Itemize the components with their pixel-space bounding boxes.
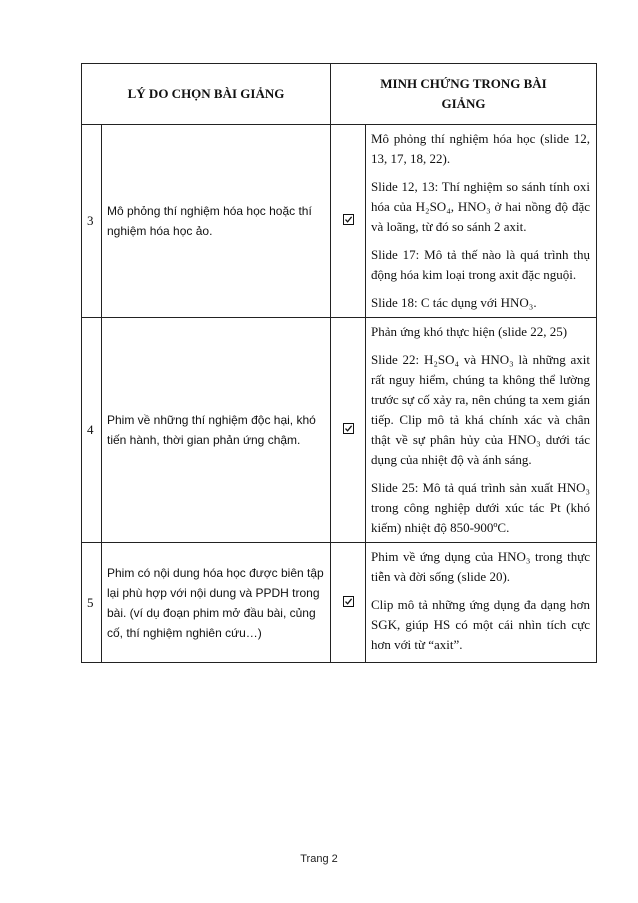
row-number: 3 xyxy=(82,125,102,318)
reason-cell: Phim về những thí nghiệm độc hại, khó tiến hành, thời gian phản ứng chậm. xyxy=(102,318,331,543)
reason-cell: Phim có nội dung hóa học được biên tập lại phù hợp với nội dung và PPDH trong bài. (ví dụ đoạn phim mở đầu bài, củng cố, thí nghiệm nghiên cứu…) xyxy=(102,543,331,663)
evidence-paragraph: Clip mô tả những ứng dụng đa dạng hơn SGK, giúp HS có một cái nhìn tích cực hơn với từ “axit”. xyxy=(371,597,591,652)
evidence-paragraph: Slide 12, 13: Thí nghiệm so sánh tính oxi hóa của H₂SO₄, HNO₃ ở hai nồng độ đặc và loãng, từ đó so sánh 2 axit. xyxy=(371,179,591,234)
checkbox-cell xyxy=(331,543,366,663)
checked-checkbox-icon[interactable] xyxy=(343,214,354,225)
evidence-paragraph: Mô phỏng thí nghiệm hóa học (slide 12, 13, 17, 18, 22). xyxy=(371,131,591,166)
evidence-paragraph: Slide 18: C tác dụng với HNO₃. xyxy=(371,295,537,310)
evidence-paragraph: Phim về ứng dụng của HNO₃ trong thực tiễn và đời sống (slide 20). xyxy=(371,549,591,584)
checked-checkbox-icon[interactable] xyxy=(343,423,354,434)
evidence-paragraph: Slide 25: Mô tả quá trình sản xuất HNO₃ trong công nghiệp dưới xúc tác Pt (khó kiếm) nhiệt độ 850-900ºC. xyxy=(371,480,591,535)
header-row xyxy=(82,64,597,125)
evidence-cell xyxy=(366,125,597,318)
table-row xyxy=(82,543,597,663)
table-row xyxy=(82,125,597,318)
evidence-cell xyxy=(366,318,597,543)
header-evidence: MINH CHỨNG TRONG BÀI GIẢNG xyxy=(331,64,597,125)
evidence-cell xyxy=(366,543,597,663)
table-row xyxy=(82,318,597,543)
criteria-table xyxy=(81,63,597,663)
checkbox-cell xyxy=(331,125,366,318)
header-reason: LÝ DO CHỌN BÀI GIẢNG xyxy=(82,64,331,125)
row-number: 4 xyxy=(82,318,102,543)
checked-checkbox-icon[interactable] xyxy=(343,596,354,607)
evidence-paragraph: Slide 17: Mô tả thế nào là quá trình thụ động hóa kim loại trong axit đặc nguội. xyxy=(371,247,591,282)
reason-cell: Mô phỏng thí nghiệm hóa học hoặc thí nghiệm hóa học ảo. xyxy=(102,125,331,318)
page-footer: Trang 2 xyxy=(300,853,338,865)
evidence-paragraph: Phản ứng khó thực hiện (slide 22, 25) xyxy=(371,324,568,339)
evidence-paragraph: Slide 22: H₂SO₄ và HNO₃ là những axit rất nguy hiểm, chúng ta không thể lường trước sự cố xảy ra, nên chúng ta xem gián tiếp. Clip mô tả khá chính xác và chân thật về sự phân hủy của HNO₃ dưới tác dụng của nhiệt độ và ánh sáng. xyxy=(371,352,591,467)
checkbox-cell xyxy=(331,318,366,543)
row-number: 5 xyxy=(82,543,102,663)
